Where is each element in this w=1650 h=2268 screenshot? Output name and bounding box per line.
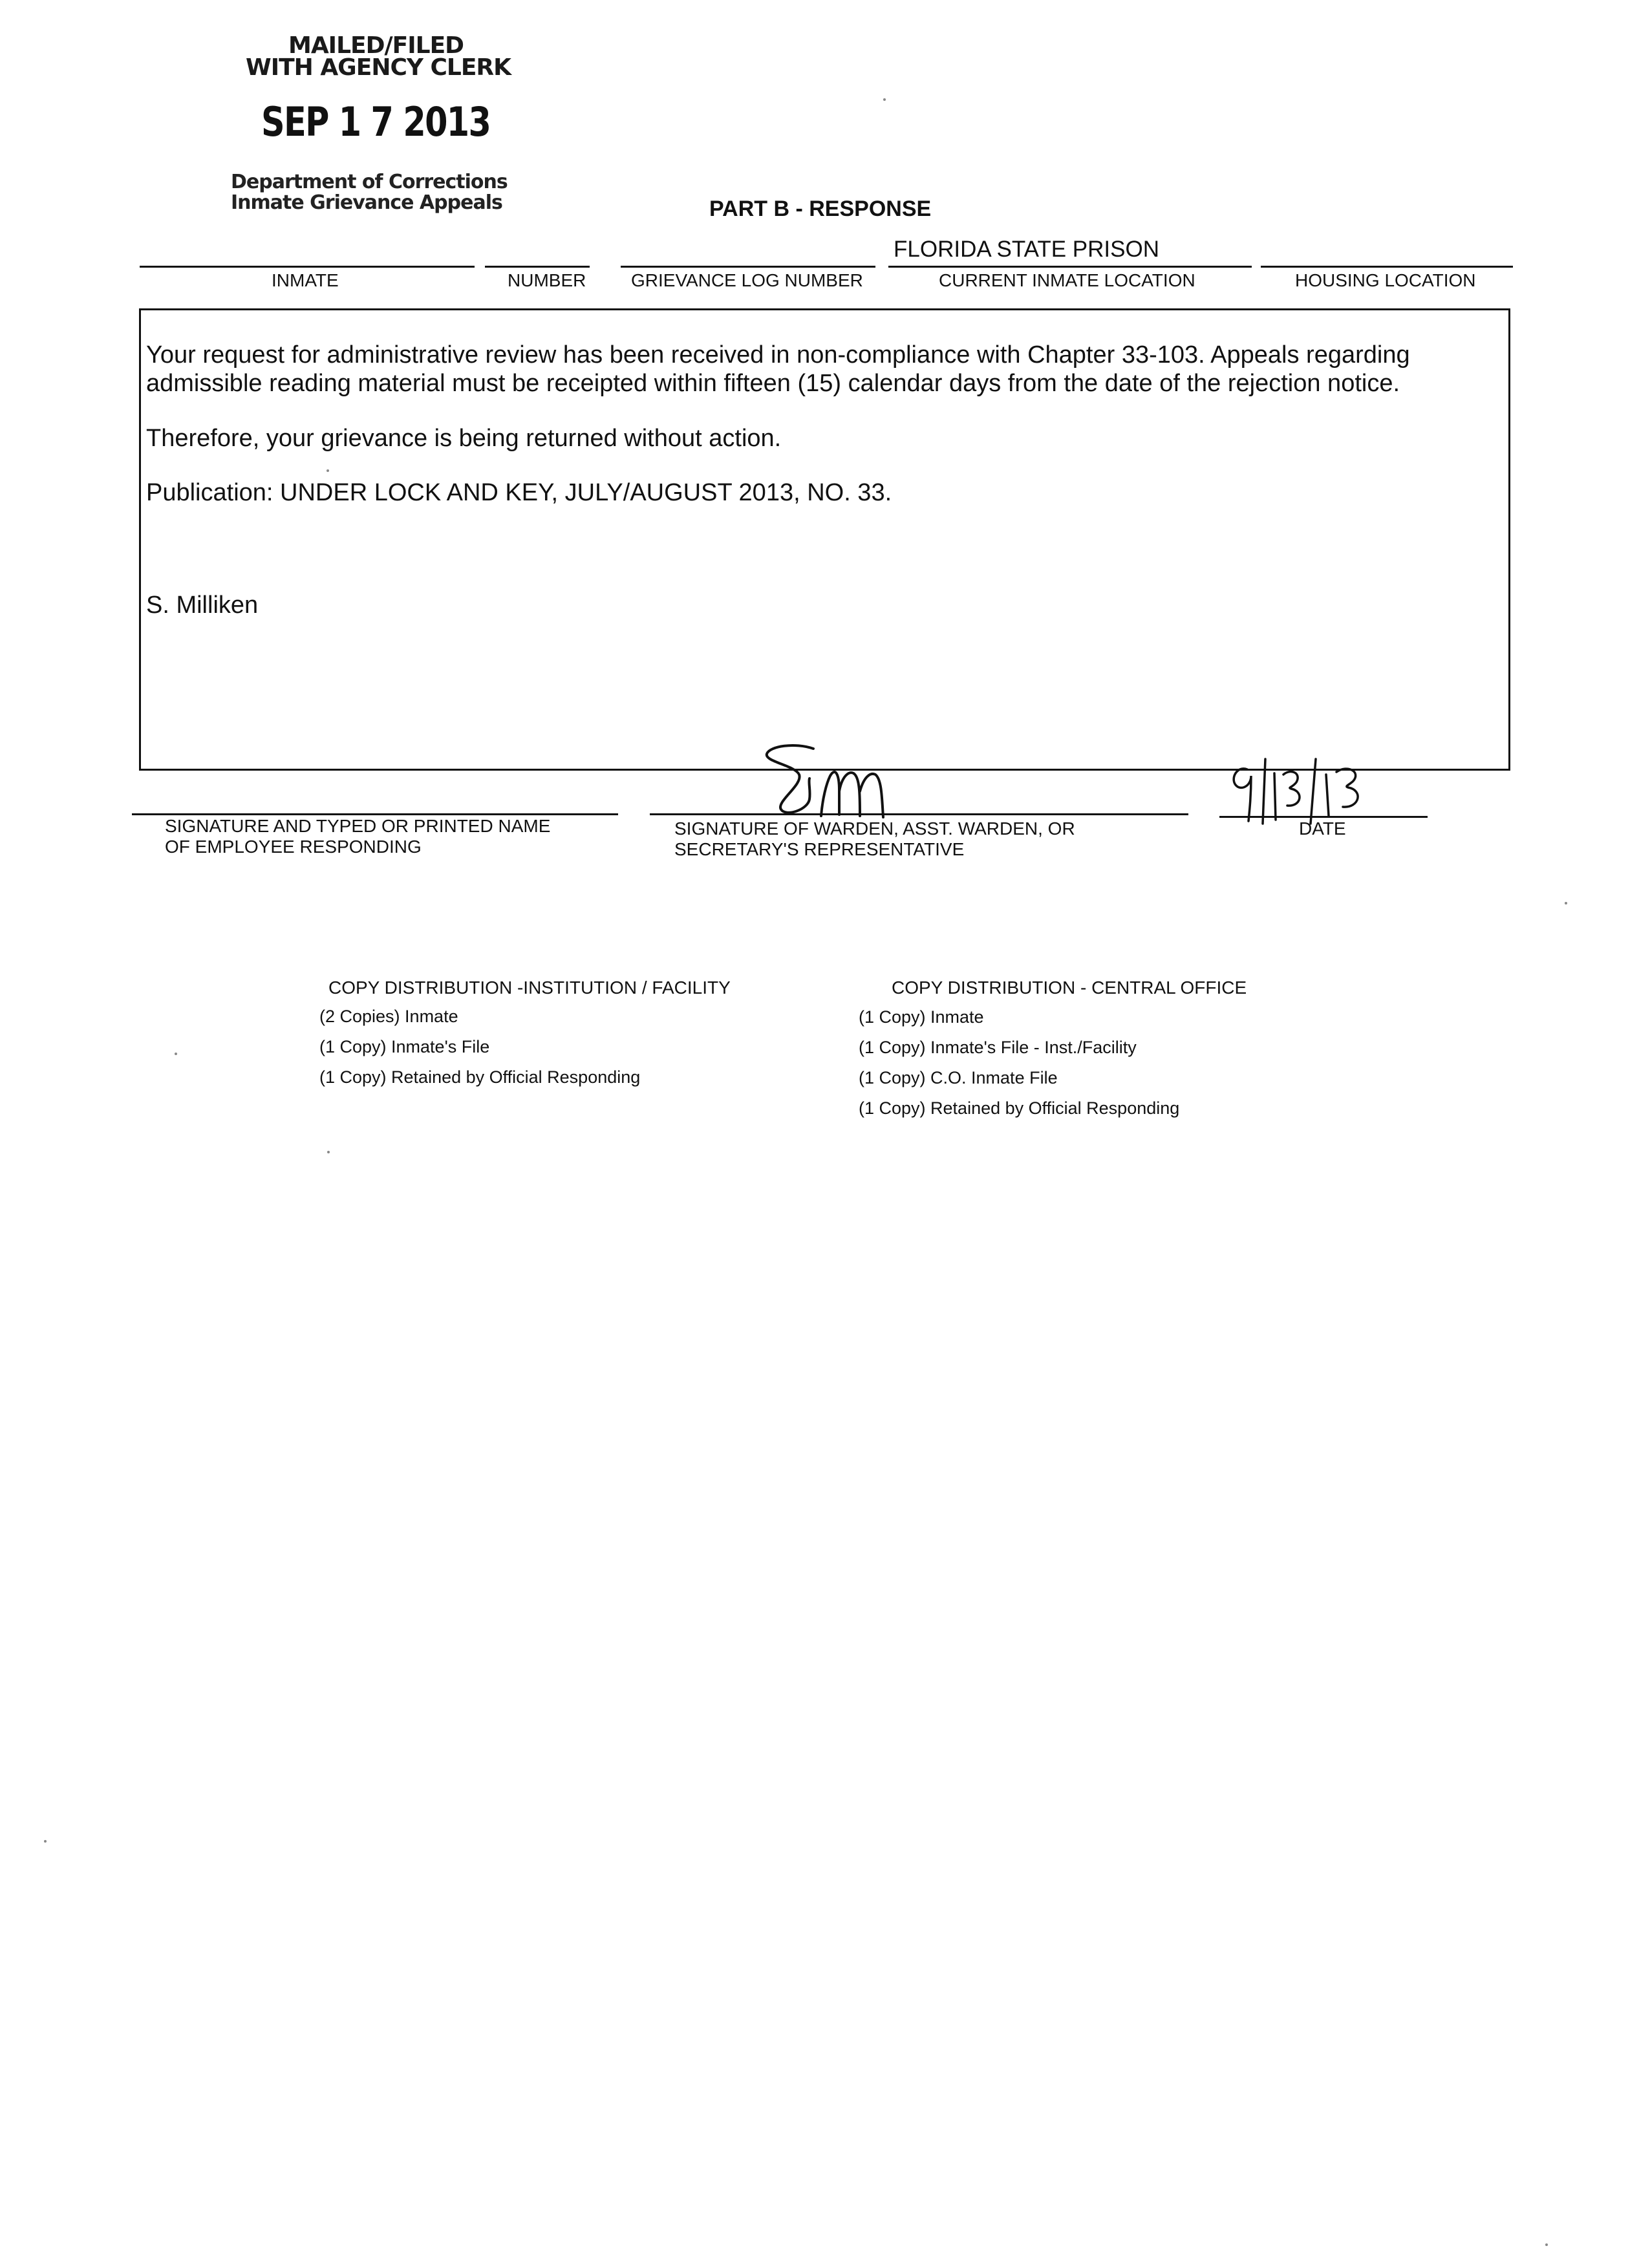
stamp-agency-clerk: WITH AGENCY CLERK <box>246 54 511 81</box>
form-title: PART B - RESPONSE <box>709 197 932 221</box>
scan-speck <box>44 1840 47 1843</box>
response-signer: S. Milliken <box>146 592 259 619</box>
current-location-value: FLORIDA STATE PRISON <box>894 237 1159 262</box>
handwritten-initials-signature <box>750 737 918 821</box>
scan-speck <box>1545 2243 1548 2246</box>
distribution-central-item: (1 Copy) Inmate's File - Inst./Facility <box>859 1038 1137 1057</box>
scan-speck <box>327 1151 330 1153</box>
inmate-label: INMATE <box>272 270 339 290</box>
scan-speck <box>883 98 886 101</box>
distribution-institution-item: (2 Copies) Inmate <box>319 1007 458 1026</box>
distribution-central-heading: COPY DISTRIBUTION - CENTRAL OFFICE <box>892 978 1247 998</box>
distribution-central-item: (1 Copy) C.O. Inmate File <box>859 1068 1058 1087</box>
distribution-central-item: (1 Copy) Retained by Official Responding <box>859 1098 1180 1118</box>
response-publication: Publication: UNDER LOCK AND KEY, JULY/AUGUST 2013, NO. 33. <box>146 479 892 506</box>
scan-speck <box>1565 902 1567 904</box>
employee-signature-label-1: SIGNATURE AND TYPED OR PRINTED NAME <box>165 816 551 836</box>
warden-signature-rule <box>650 813 1188 815</box>
response-paragraph-1-line-1: Your request for administrative review has been received in non-compliance with Chapter 33-103. Appeals regarding <box>146 341 1410 369</box>
distribution-institution-item: (1 Copy) Inmate's File <box>319 1037 490 1056</box>
housing-location-label: HOUSING LOCATION <box>1295 270 1476 290</box>
date-label: DATE <box>1299 818 1346 839</box>
stamp-grievance-appeals: Inmate Grievance Appeals <box>231 191 502 214</box>
housing-location-rule <box>1261 266 1513 268</box>
employee-signature-label-2: OF EMPLOYEE RESPONDING <box>165 837 422 857</box>
distribution-central-item: (1 Copy) Inmate <box>859 1007 984 1027</box>
grievance-log-rule <box>621 266 875 268</box>
current-location-rule <box>888 266 1252 268</box>
current-location-label: CURRENT INMATE LOCATION <box>939 270 1195 290</box>
distribution-institution <box>319 978 731 1087</box>
scan-speck <box>175 1053 177 1055</box>
stamp-department: Department of Corrections <box>231 171 508 193</box>
distribution-institution-item: (1 Copy) Retained by Official Responding <box>319 1067 641 1087</box>
warden-signature-label-2: SECRETARY'S REPRESENTATIVE <box>674 839 965 859</box>
stamp-date: SEP 1 7 2013 <box>261 98 491 145</box>
inmate-rule <box>140 266 475 268</box>
response-paragraph-2: Therefore, your grievance is being returned without action. <box>146 425 782 452</box>
number-rule <box>485 266 590 268</box>
employee-signature-rule <box>132 813 618 815</box>
handwritten-date <box>1225 756 1384 828</box>
response-paragraph-1-line-2: admissible reading material must be receipted within fifteen (15) calendar days from the date of the rejection notice. <box>146 370 1400 397</box>
warden-signature-label-1: SIGNATURE OF WARDEN, ASST. WARDEN, OR <box>674 818 1075 839</box>
number-label: NUMBER <box>508 270 586 290</box>
scan-speck <box>327 469 329 472</box>
distribution-central <box>859 978 1247 1118</box>
stamp-mailed-filed: MAILED/FILED <box>288 32 464 59</box>
distribution-institution-heading: COPY DISTRIBUTION -INSTITUTION / FACILITY <box>328 978 731 998</box>
grievance-log-label: GRIEVANCE LOG NUMBER <box>631 270 863 290</box>
